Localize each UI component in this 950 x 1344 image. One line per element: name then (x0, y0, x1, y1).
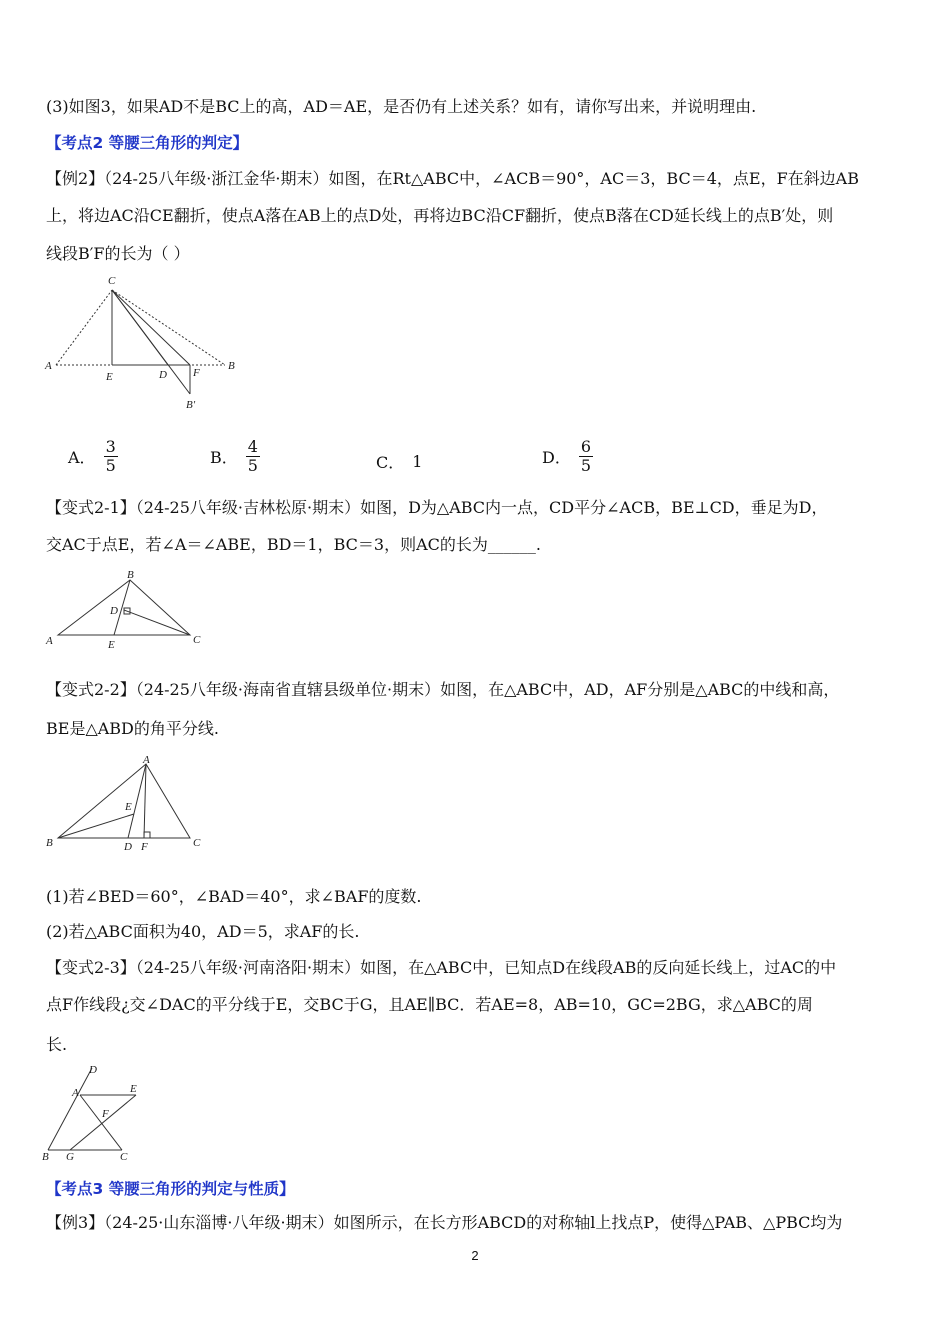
fig3-label-b: B (46, 837, 53, 849)
text-line: 交AC于点E，若∠A＝∠ABE，BD＝1，BC＝3，则AC的长为______. (46, 535, 541, 554)
section-heading-3: 【考点3 等腰三角形的判定与性质】 (46, 1180, 295, 1198)
fig4-label-g: G (66, 1151, 74, 1163)
option-a: A． $\frac{3}{5}$ (68, 437, 116, 475)
fig1-label-bprime: B′ (186, 399, 196, 411)
fig4-label-f: F (102, 1108, 109, 1120)
text-line: 线段B′F的长为（ ） (46, 244, 190, 263)
text-line: 【例2】（24-25八年级·浙江金华·期末）如图，在Rt△ABC中，∠ACB＝90°，AC＝3，BC＝4，点E，F在斜边AB (46, 169, 859, 188)
text-line: 【变式2-3】（24-25八年级·河南洛阳·期末）如图，在△ABC中，已知点D在线段AB的反向延长线上，过AC的中 (46, 958, 837, 977)
figure-variant-2-3 (40, 1062, 150, 1166)
fig4-label-b: B (42, 1151, 49, 1163)
fig3-label-f: F (141, 841, 148, 853)
fig3-label-a: A (143, 754, 150, 766)
fig3-label-e: E (125, 801, 132, 813)
text-line: 长. (46, 1035, 68, 1054)
text-line: 上，将边AC沿CE翻折，使点A落在AB上的点D处，再将边BC沿CF翻折，使点B落在CD延长线上的点B′处，则 (46, 206, 834, 225)
text-line: (2)若△ABC面积为40，AD＝5，求AF的长. (46, 922, 360, 941)
text-line: (1)若∠BED＝60°，∠BAD＝40°，求∠BAF的度数. (46, 887, 422, 906)
fig1-label-b: B (228, 360, 235, 372)
text-line: 点F作线段¿交∠DAC的平分线于E，交BC于G，且AE∥BC．若AE=8，AB=10，GC=2BG，求△ABC的周 (46, 995, 813, 1014)
fig4-label-c: C (120, 1151, 128, 1163)
figure-variant-2-2 (40, 752, 210, 854)
page-number: 2 (471, 1248, 479, 1263)
figure-variant-2-1 (40, 568, 210, 654)
fig1-label-c: C (108, 275, 116, 287)
fig2-label-d: D (110, 605, 118, 617)
text-line: 【变式2-1】（24-25八年级·吉林松原·期末）如图，D为△ABC内一点，CD平分∠ACB，BE⊥CD，垂足为D， (46, 498, 828, 517)
fig4-label-a: A (72, 1087, 79, 1099)
fig4-label-d: D (89, 1064, 97, 1076)
fig2-label-a: A (46, 635, 53, 647)
fig1-label-a: A (45, 360, 52, 372)
text-line: (3)如图3，如果AD不是BC上的高，AD＝AE，是否仍有上述关系？如有，请你写出来，并说明理由. (46, 97, 757, 116)
fig2-label-b: B (127, 569, 134, 581)
option-c: C． 1 (376, 452, 423, 472)
option-d: D． $\frac{6}{5}$ (542, 437, 592, 475)
fig1-label-d: D (159, 369, 167, 381)
text-line: 【变式2-2】（24-25八年级·海南省直辖县级单位·期末）如图，在△ABC中，AD，AF分别是△ABC的中线和高， (46, 680, 840, 699)
text-line: BE是△ABD的角平分线. (46, 719, 219, 738)
option-b: B． $\frac{4}{5}$ (210, 437, 258, 475)
fig4-label-e: E (130, 1083, 137, 1095)
fig2-label-c: C (193, 634, 201, 646)
text-line: 【例3】（24-25·山东淄博·八年级·期末）如图所示，在长方形ABCD的对称轴l上找点P，使得△PAB、△PBC均为 (46, 1213, 843, 1232)
fig3-label-c: C (193, 837, 201, 849)
fig1-label-e: E (106, 371, 113, 383)
fig3-label-d: D (124, 841, 132, 853)
section-heading-2: 【考点2 等腰三角形的判定】 (46, 134, 249, 152)
fig1-label-f: F (193, 367, 200, 379)
fig2-label-e: E (108, 639, 115, 651)
figure-example-2 (40, 270, 250, 415)
